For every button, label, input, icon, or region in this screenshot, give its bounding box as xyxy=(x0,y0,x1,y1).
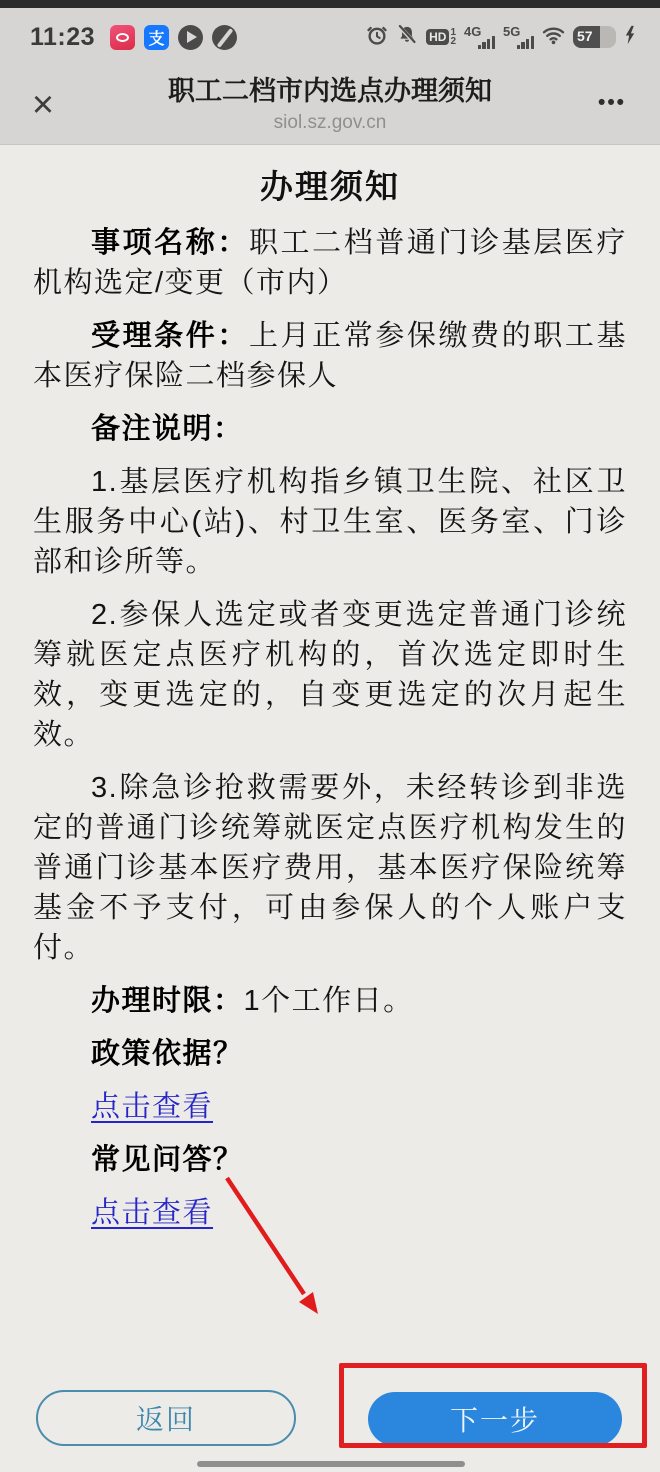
charging-bolt-icon xyxy=(624,25,636,50)
policy-view-link[interactable]: 点击查看 xyxy=(91,1091,214,1123)
browser-header xyxy=(0,66,660,145)
notice-paragraph xyxy=(33,316,627,396)
sim2-indicator: 2 xyxy=(450,36,456,47)
paragraph-label: 事项名称： xyxy=(91,227,249,259)
notice-paragraph xyxy=(33,981,627,1021)
paragraph-text: 1个工作日。 xyxy=(243,985,414,1017)
sim1-indicator: 1 xyxy=(450,27,456,38)
volte-hd-icon: HD 1 2 xyxy=(426,28,456,46)
clock-time: 11:23 xyxy=(30,22,96,51)
status-bar-right xyxy=(366,24,636,51)
notice-paragraph xyxy=(33,595,627,755)
faq-link-line xyxy=(33,1193,627,1233)
page-title: 职工二档市内选点办理须知 xyxy=(168,76,492,106)
close-icon[interactable]: × xyxy=(31,83,55,126)
battery-icon xyxy=(573,26,616,48)
notice-heading: 办理须知 xyxy=(260,168,400,205)
page-url: siol.sz.gov.cn xyxy=(273,112,387,133)
status-bar xyxy=(0,8,660,66)
notice-paragraph xyxy=(33,768,627,968)
next-step-button[interactable]: 下一步 xyxy=(368,1392,622,1446)
alarm-icon xyxy=(366,24,388,51)
notice-paragraph xyxy=(33,462,627,582)
battery-percent: 57 xyxy=(577,28,593,44)
paragraph-text: 3.除急诊抢救需要外，未经转诊到非选定的普通门诊统筹就医定点医疗机构发生的普通门诊基本医疗费用，基本医疗保险统筹基金不予支付，可由参保人的个人账户支付。 xyxy=(33,772,627,964)
paragraph-text: 1.基层医疗机构指乡镇卫生院、社区卫生服务中心(站)、村卫生室、医务室、门诊部和诊所等。 xyxy=(33,466,627,578)
pinduoduo-notification-icon xyxy=(110,25,135,50)
video-player-notification-icon xyxy=(178,25,203,50)
paragraph-label: 备注说明： xyxy=(91,413,244,445)
alipay-notification-icon: 支 xyxy=(144,25,169,50)
policy-basis-question: 政策依据？ xyxy=(91,1038,244,1070)
paragraph-label: 受理条件： xyxy=(91,320,249,352)
back-button[interactable]: 返回 xyxy=(36,1390,296,1446)
browser-notification-icon xyxy=(212,25,237,50)
faq-question: 常见问答？ xyxy=(91,1144,244,1176)
screen-top-edge xyxy=(0,0,660,8)
policy-link-line xyxy=(33,1087,627,1127)
notice-paragraph xyxy=(33,409,627,449)
notice-paragraph xyxy=(33,223,627,303)
more-menu-icon[interactable]: ••• xyxy=(597,91,627,114)
faq-view-link[interactable]: 点击查看 xyxy=(91,1197,214,1229)
header-title-block xyxy=(80,72,580,136)
paragraph-label: 办理时限： xyxy=(91,985,244,1017)
wifi-icon xyxy=(542,25,565,50)
signal-5g-icon: 5G xyxy=(503,25,534,50)
home-gesture-bar[interactable] xyxy=(197,1461,465,1467)
signal-4g-icon: 4G xyxy=(464,25,495,50)
status-bar-left xyxy=(30,23,237,52)
notice-document xyxy=(0,145,660,1472)
paragraph-text: 2.参保人选定或者变更选定普通门诊统筹就医定点医疗机构的，首次选定即时生效，变更选定的，自变更选定的次月起生效。 xyxy=(33,599,627,751)
mute-bell-icon xyxy=(396,24,418,51)
paragraph-text: 职工二档普通门诊基层医疗机构选定/变更（市内） xyxy=(33,227,627,299)
paragraph-text: 上月正常参保缴费的职工基本医疗保险二档参保人 xyxy=(33,320,627,392)
